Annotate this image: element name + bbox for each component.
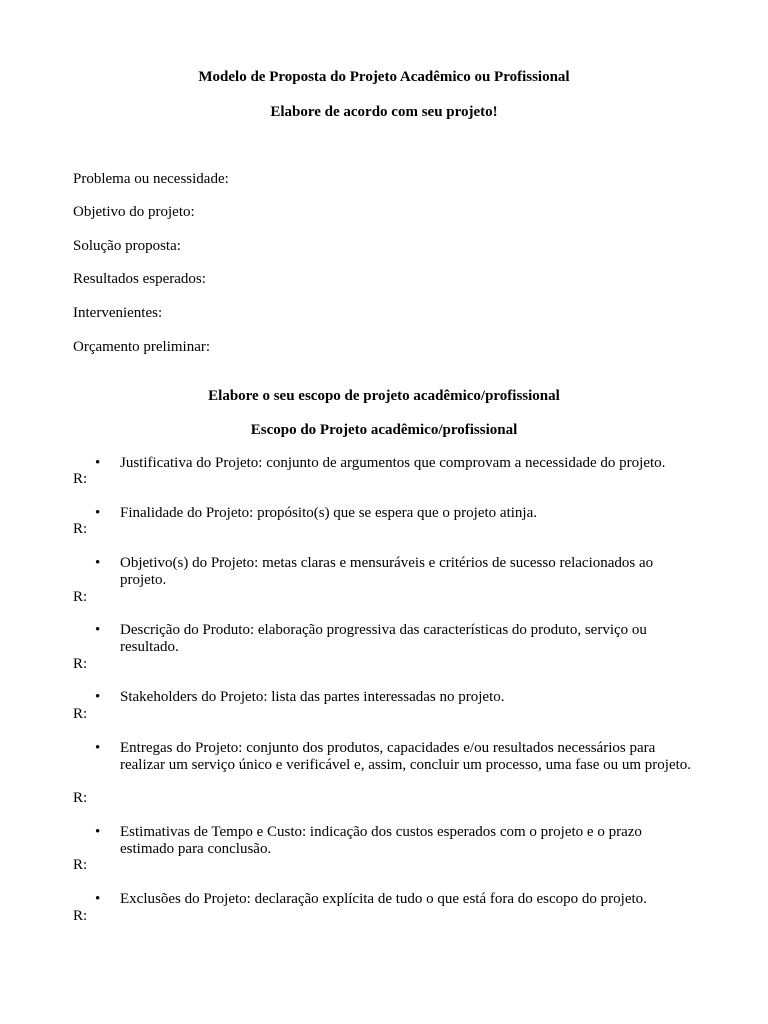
bullet-icon: • <box>95 740 101 756</box>
answer-label: R: <box>73 656 88 672</box>
bullet-icon: • <box>95 622 101 638</box>
document-title: Modelo de Proposta do Projeto Acadêmico ou Profissional <box>198 69 570 85</box>
bullet-icon: • <box>95 824 101 840</box>
field-problema: Problema ou necessidade: <box>73 171 229 187</box>
answer-label: R: <box>73 857 88 873</box>
bullet-icon: • <box>95 455 101 471</box>
bullet-icon: • <box>95 689 101 705</box>
scope-item-text: Justificativa do Projeto: conjunto de argumentos que comprovam a necessidade do projeto. <box>120 455 666 471</box>
scope-heading: Elabore o seu escopo de projeto acadêmico/profissional <box>208 388 560 404</box>
bullet-icon: • <box>95 891 101 907</box>
answer-label: R: <box>73 908 88 924</box>
scope-item-text: Descrição do Produto: elaboração progressiva das características do produto, serviço ou resultado. <box>120 622 647 655</box>
field-solucao: Solução proposta: <box>73 238 181 254</box>
field-orcamento: Orçamento preliminar: <box>73 339 211 355</box>
scope-item-text: Estimativas de Tempo e Custo: indicação dos custos esperados com o projeto e o prazo estimado para conclusão. <box>120 824 642 857</box>
field-intervenientes: Intervenientes: <box>73 305 163 321</box>
scope-subheading: Escopo do Projeto acadêmico/profissional <box>250 422 518 438</box>
answer-label: R: <box>73 521 88 537</box>
answer-label: R: <box>73 706 88 722</box>
answer-label: R: <box>73 471 88 487</box>
scope-item-text: Exclusões do Projeto: declaração explícita de tudo o que está fora do escopo do projeto. <box>120 891 647 907</box>
scope-item-text: Objetivo(s) do Projeto: metas claras e mensuráveis e critérios de sucesso relacionados ao projeto. <box>120 555 654 588</box>
answer-label: R: <box>73 790 88 806</box>
scope-item-text: Stakeholders do Projeto: lista das partes interessadas no projeto. <box>120 689 505 705</box>
scope-item-text: Entregas do Projeto: conjunto dos produtos, capacidades e/ou resultados necessários para realizar um serviço único e verificável e, assim, concluir um processo, uma fase ou um projeto. <box>120 740 692 773</box>
bullet-icon: • <box>95 505 101 521</box>
document-subtitle: Elabore de acordo com seu projeto! <box>270 104 498 120</box>
bullet-icon: • <box>95 555 101 571</box>
answer-label: R: <box>73 589 88 605</box>
field-objetivo: Objetivo do projeto: <box>73 204 195 220</box>
field-resultados: Resultados esperados: <box>73 271 206 287</box>
scope-item-text: Finalidade do Projeto: propósito(s) que se espera que o projeto atinja. <box>120 505 537 521</box>
